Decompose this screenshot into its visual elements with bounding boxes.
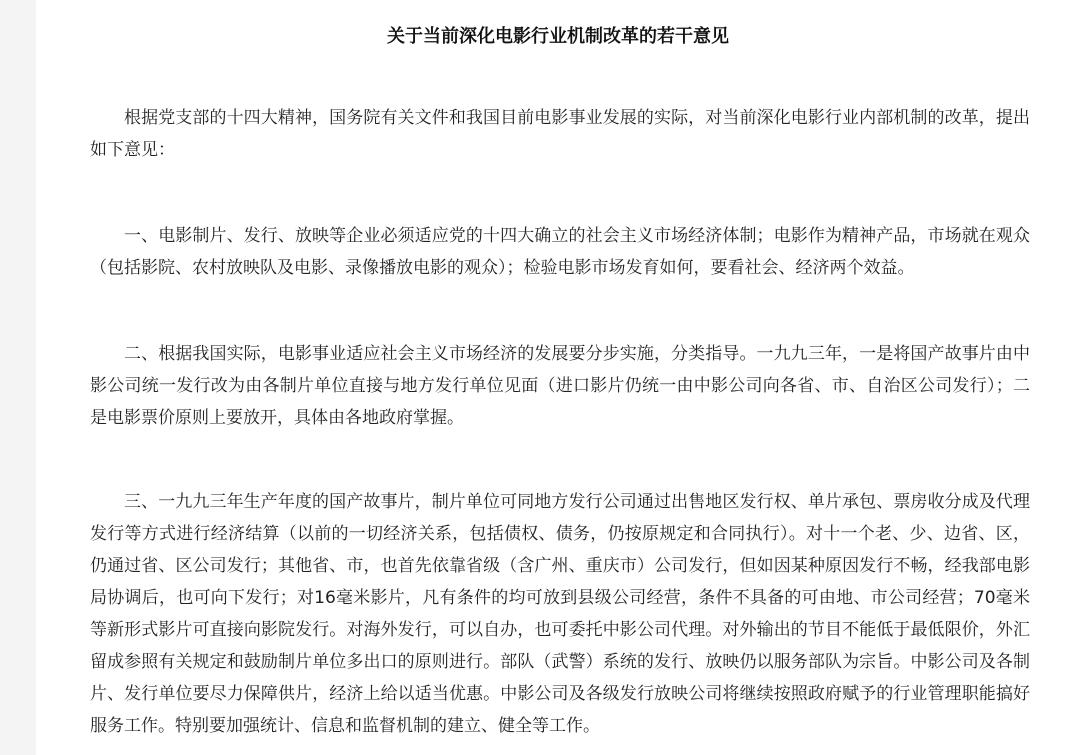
paragraph-section-3: 三、一九九三年生产年度的国产故事片，制片单位可同地方发行公司通过出售地区发行权、单片承包、票房收分成及代理发行等方式进行经济结算（以前的一切经济关系，包括债权、债务，仍按原规定和合同执行）。对十一个老、少、边省、区，仍通过省、区公司发行；其他省、市，也首先依靠省级（含广州、重庆市）公司发行，但如因某种原因发行不畅，经我部电影局协调后，也可向下发行；对16毫米影片，凡有条件的均可放到县级公司经营，条件不具备的可由地、市公司经营；70毫米等新形式影片可直接向影院发行。对海外发行，可以自办，也可委托中影公司代理。对外输出的节目不能低于最低限价，外汇留成参照有关规定和鼓励制片单位多出口的原则进行。部队（武警）系统的发行、放映仍以服务部队为宗旨。中影公司及各制片、发行单位要尽力保障供片，经济上给以适当优惠。中影公司及各级发行放映公司将继续按照政府赋予的行业管理职能搞好服务工作。特别要加强统计、信息和监督机制的建立、健全等工作。 <box>90 492 1030 736</box>
document-title: 关于当前深化电影行业机制改革的若干意见 <box>387 26 729 47</box>
paragraph-section-2: 二、根据我国实际，电影事业适应社会主义市场经济的发展要分步实施，分类指导。一九九三年，一是将国产故事片由中影公司统一发行改为由各制片单位直接与地方发行单位见面（进口影片仍统一由中影公司向各省、市、自治区公司发行）；二是电影票价原则上要放开，具体由各地政府掌握。 <box>90 344 1030 428</box>
document-page <box>36 0 1080 755</box>
paragraph-section-1: 一、电影制片、发行、放映等企业必须适应党的十四大确立的社会主义市场经济体制；电影作为精神产品，市场就在观众（包括影院、农村放映队及电影、录像播放电影的观众）；检验电影市场发育如何，要看社会、经济两个效益。 <box>90 226 1030 278</box>
paragraph-intro: 根据党支部的十四大精神，国务院有关文件和我国目前电影事业发展的实际，对当前深化电影行业内部机制的改革，提出如下意见： <box>90 108 1030 160</box>
